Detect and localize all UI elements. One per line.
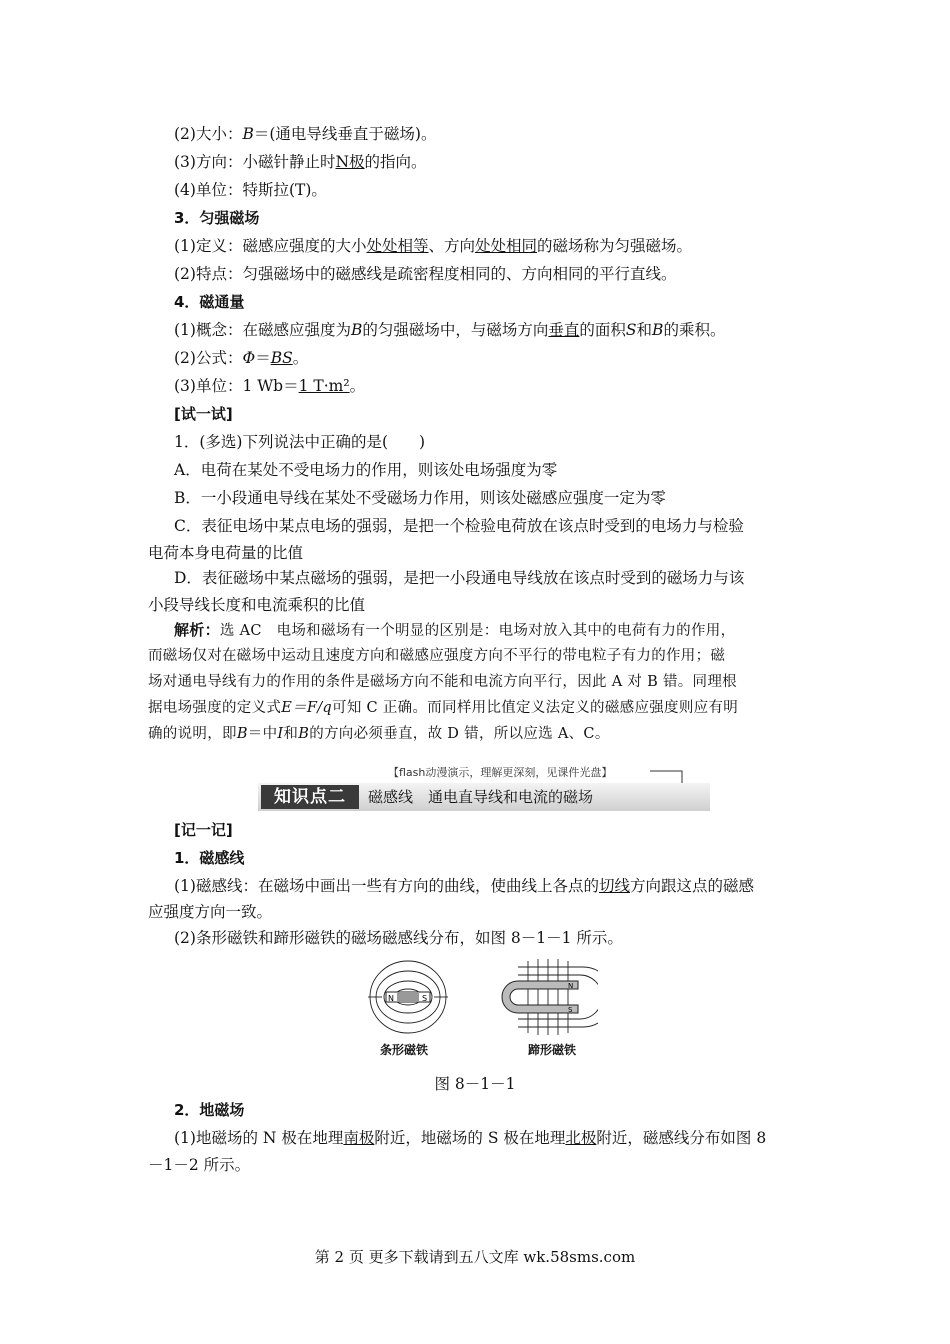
field-lines-def-line2: 应强度方向一致。 [148,903,273,921]
figure-caption: 图 8－1－1 [434,1075,516,1093]
unit-line: (4)单位：特斯拉(T)。 [174,181,327,199]
direction-line: (3)方向：小磁针静止时N极的指向。 [174,153,427,171]
option-c-line2: 电荷本身电荷量的比值 [148,544,304,562]
size-line: (2)大小：B＝(通电导线垂直于磁场)。 [174,125,437,143]
page-footer: 第 2 页 更多下载请到五八文库 wk.58sms.com [314,1248,636,1266]
knowledge-point-banner [258,783,710,811]
horseshoe-field-lines [518,959,598,1035]
option-a: A．电荷在某处不受电场力的作用，则该处电场强度为零 [174,461,558,479]
bar-magnet-shading [397,992,419,1002]
horseshoe-magnet [502,981,578,1013]
analysis-line5: 确的说明，即B＝中I和B的方向必须垂直，故 D 错，所以应选 A、C。 [148,726,610,742]
analysis-line1: 解析：选 AC 电场和磁场有一个明显的区别是：电场对放入其中的电荷有力的作用， [174,621,736,639]
bar-magnet-caption: 条形磁铁 [380,1043,429,1057]
banner-tag: 知识点二 [261,785,359,809]
magnet-figure [368,955,598,1065]
geomagnetic-line1: (1)地磁场的 N 极在地理南极附近，地磁场的 S 极在地理北极附近，磁感线分布如图 8 [174,1129,767,1147]
analysis-line3: 场对通电导线有力的作用的条件是磁场方向不能和电流方向平行，因此 A 对 B 错。同理根 [148,674,737,690]
analysis-line2: 而磁场仅对在磁场中运动且速度方向和磁感应强度方向不平行的带电粒子有力的作用；磁 [148,648,726,664]
field-lines-heading: 1．磁感线 [174,849,245,867]
flux-heading: 4．磁通量 [174,293,245,311]
field-lines-def-line1: (1)磁感线：在磁场中画出一些有方向的曲线，使曲线上各点的切线方向跟这点的磁感 [174,877,754,895]
geomagnetic-heading: 2．地磁场 [174,1101,245,1119]
flux-unit-line: (3)单位：1 Wb＝1 T·m²。 [174,377,366,395]
option-b: B．一小段通电导线在某处不受磁场力作用，则该处磁感应强度一定为零 [174,489,666,507]
flux-concept-line: (1)概念：在磁感应强度为B的匀强磁场中，与磁场方向垂直的面积S和B的乘积。 [174,321,726,339]
horseshoe-s-label: S [568,1006,573,1014]
bar-n-label: N [388,994,394,1003]
option-c-line1: C．表征电场中某点电场的强弱，是把一个检验电荷放在该点时受到的电场力与检验 [174,517,744,535]
uniform-field-heading: 3．匀强磁场 [174,209,260,227]
option-d-line1: D．表征磁场中某点磁场的强弱，是把一小段通电导线放在该点时受到的磁场力与该 [174,569,745,587]
geomagnetic-line2: －1－2 所示。 [148,1156,251,1174]
uniform-definition-line: (1)定义：磁感应强度的大小处处相等、方向处处相同的磁场称为匀强磁场。 [174,237,693,255]
magnet-distribution-line: (2)条形磁铁和蹄形磁铁的磁场磁感线分布，如图 8－1－1 所示。 [174,929,623,947]
uniform-feature-line: (2)特点：匀强磁场中的磁感线是疏密程度相同的、方向相同的平行直线。 [174,265,677,283]
banner-title: 磁感线 通电直导线和电流的磁场 [368,788,594,806]
bar-s-label: S [422,994,428,1003]
option-d-line2: 小段导线长度和电流乘积的比值 [148,596,366,614]
remember-heading: [记一记] [174,821,233,839]
question-stem: 1．(多选)下列说法中正确的是( ) [174,433,426,451]
analysis-line4: 据电场强度的定义式E＝F/q可知 C 正确。而同样用比值定义法定义的磁感应强度则应有明 [148,700,739,716]
magnet-diagram [368,955,598,1045]
horseshoe-n-label: N [568,982,574,990]
flux-formula-line: (2)公式：Φ＝BS。 [174,349,309,367]
try-heading: [试一试] [174,405,233,423]
flash-note: 【flash动漫演示，理解更深刻，见课件光盘】 [388,766,613,779]
horseshoe-caption: 蹄形磁铁 [528,1043,577,1057]
